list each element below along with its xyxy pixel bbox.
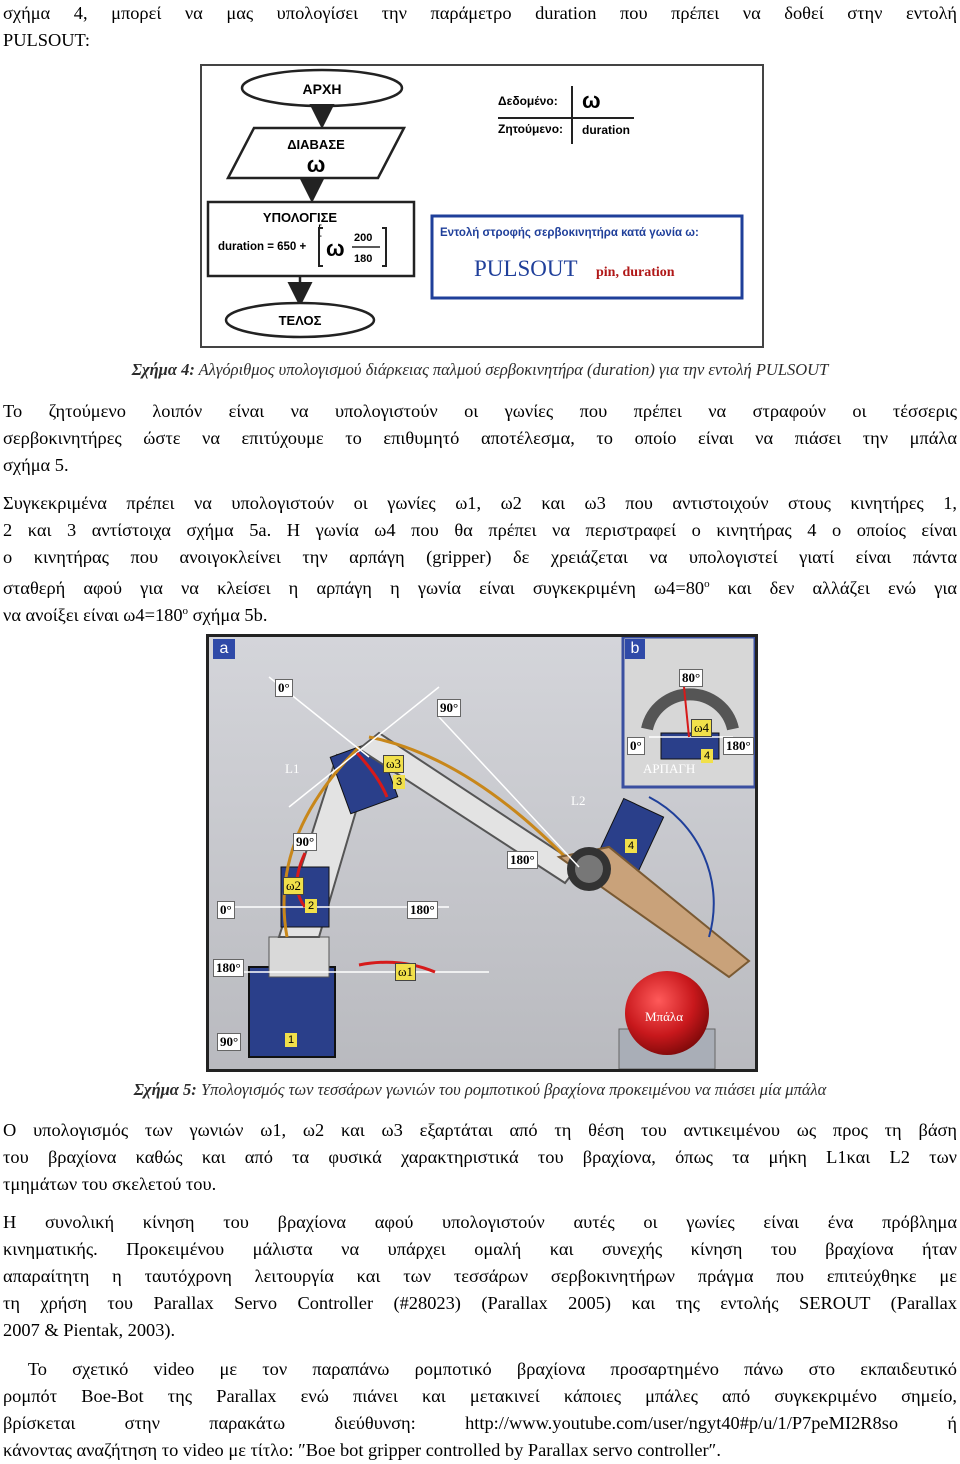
panel-b-label: b <box>625 639 645 659</box>
wanted-label: Ζητούμενο: <box>498 122 564 136</box>
wanted-value: duration <box>582 123 630 137</box>
paragraph-line: Η συνολική κίνηση του βραχίονα αφού υπολογιστούν αυτές οι γωνίες είναι ένα πρόβλημα <box>3 1212 957 1232</box>
given-value: ω <box>582 88 601 113</box>
L1-label: L1 <box>285 761 300 776</box>
formula-text: duration = 650 + <box>218 241 307 253</box>
omega-4-label: ω4 <box>691 719 712 737</box>
motor-1-number: 1 <box>285 1033 297 1047</box>
omega-1-label: ω1 <box>395 963 416 981</box>
angle-label: 90° <box>217 1033 241 1051</box>
formula-omega: ω <box>326 236 345 261</box>
angle-label: 0° <box>217 901 235 919</box>
angle-label: 0° <box>275 679 293 697</box>
read-variable: ω <box>306 152 326 177</box>
start-label: ΑΡΧΗ <box>302 81 342 97</box>
paragraph-line: Το ζητούμενο λοιπόν είναι να υπολογιστούν οι γωνίες που πρέπει να στραφούν οι τέσσερις <box>3 401 957 421</box>
angle-label: 90° <box>293 833 317 851</box>
angle-label: 180° <box>507 851 538 869</box>
motor-4-number: 4 <box>625 839 637 853</box>
figure-4-flowchart <box>200 64 764 348</box>
paragraph-line: σερβοκινητήρες ώστε να επιτύχουμε το επιθυμητό αποτέλεσμα, το οποίο είναι να πιάσει την μπάλα <box>3 428 957 448</box>
compute-label: ΥΠΟΛΟΓΙΣΕ <box>262 210 338 225</box>
paragraph-line: ο κινητήρας που ανοιγοκλείνει την αρπάγη (gripper) δε χρειάζεται να υπολογιστεί γιατί είναι πάντα <box>3 547 957 567</box>
omega-3-label: ω3 <box>383 755 404 773</box>
paragraph-line: Το σχετικό video με τον παραπάνω ρομποτικό βραχίονα προσαρτημένο πάνω στο εκπαιδευτικό <box>3 1359 957 1379</box>
ball-label: Μπάλα <box>645 1009 684 1024</box>
robot-arm-svg <box>209 637 755 1069</box>
paragraph-line: απαραίτητη η ταυτόχρονη λειτουργία και των τεσσάρων σερβοκινητήρων πράγμα που επιτεύχθηκε με <box>3 1266 957 1286</box>
paragraph-line: Ο υπολογισμός των γωνιών ω1, ω2 και ω3 εξαρτάται από τη θέση του αντικειμένου ως προς τη βάση <box>3 1120 957 1140</box>
paragraph-line: 2 και 3 αντίστοιχα σχήμα 5a. Η γωνία ω4 που θα πρέπει να περιστραφεί ο κινητήρας 4 ο οποίος είναι <box>3 520 957 540</box>
paragraph-line: βρίσκεται στην παρακάτω διεύθυνση: http://www.youtube.com/user/ngyt40#p/u/1/P7peMI2R8so ή <box>3 1413 957 1433</box>
text-run: σταθερή αφού για να κλείσει η αρπάγη η γωνία είναι συγκεκριμένη ω4=80 <box>3 578 705 599</box>
angle-label: 180° <box>407 901 438 919</box>
gripper-motor-number: 4 <box>701 749 713 763</box>
degree-superscript: o <box>182 605 189 617</box>
paragraph-line: τη χρήση του Parallax Servo Controller (#28023) (Parallax 2005) και της εντολής SEROUT (Parallax <box>3 1293 957 1313</box>
omega-2-label: ω2 <box>283 877 304 895</box>
caption-text: Αλγόριθμος υπολογισμού διάρκειας παλμού σερβοκινητήρα (duration) για την εντολή PULSOUT <box>194 360 829 379</box>
fraction-numerator: 200 <box>354 232 373 244</box>
paragraph-line <box>3 598 957 629</box>
paragraph-line: τμημάτων του σκελετού του. <box>3 1174 217 1194</box>
flowchart-svg <box>202 66 762 346</box>
figure-4-caption <box>0 360 960 380</box>
angle-label: 180° <box>213 959 244 977</box>
read-label: ΔΙΑΒΑΣΕ <box>287 137 345 152</box>
motor-2-number: 2 <box>305 899 317 913</box>
paragraph-line: του βραχίονα καθώς και από τα φυσικά χαρακτηριστικά του βραχίονα, όπως τα μήκη L1και L2 των <box>3 1147 957 1167</box>
text-run: σχήμα 5b. <box>188 605 268 626</box>
caption-text: Υπολογισμός των τεσσάρων γωνιών του ρομποτικού βραχίονα προκειμένου να πιάσει μία μπάλα <box>196 1080 827 1099</box>
pulsout-command-title: Εντολή στροφής σερβοκινητήρα κατά γωνία ω: <box>440 227 699 239</box>
caption-label: Σχήμα 5: <box>133 1080 197 1099</box>
panel-a-label: a <box>213 639 235 659</box>
given-label: Δεδομένο: <box>498 94 558 108</box>
angle-label: 180° <box>723 737 754 755</box>
fraction-denominator: 180 <box>354 253 373 265</box>
gripper-label: ΑΡΠΑΓΗ <box>643 761 696 776</box>
paragraph-line: Συγκεκριμένα πρέπει να υπολογιστούν οι γωνίες ω1, ω2 και ω3 που αντιστοιχούν στους κινητήρες 1, <box>3 493 957 513</box>
pulsout-args: pin, duration <box>596 265 675 280</box>
paragraph-line: κάνοντας αναζήτηση το video με τίτλο: ″Boe bot gripper controlled by Parallax servo controller″. <box>3 1440 721 1460</box>
bracket-open: [ <box>318 222 322 237</box>
figure-5-robot-arm <box>206 634 758 1072</box>
paragraph-line: σχήμα 5. <box>3 455 69 475</box>
L2-label: L2 <box>571 793 586 808</box>
motor-3-number: 3 <box>393 775 405 789</box>
paragraph-line: 2007 & Pientak, 2003). <box>3 1320 176 1340</box>
figure-5-caption <box>0 1080 960 1100</box>
pulsout-keyword: PULSOUT <box>474 256 578 281</box>
text-run: να ανοίξει είναι ω4=180 <box>3 605 183 626</box>
base-bracket <box>269 937 329 977</box>
degree-superscript: o <box>704 578 710 590</box>
end-label: ΤΕΛΟΣ <box>278 313 322 328</box>
intro-line: σχήμα 4, μπορεί να μας υπολογίσει την παράμετρο duration που πρέπει να δοθεί στην εντολή <box>3 3 957 23</box>
text-run: και δεν αλλάζει ενώ για <box>709 578 958 599</box>
paragraph-line: κινηματικής. Προκειμένου μάλιστα να υπάρχει ομαλή και συνεχής κίνηση του βραχίονα ήταν <box>3 1239 957 1259</box>
paragraph-line: ρομπότ Boe-Bot της Parallax ενώ πιάνει και μετακινεί κάποιες μπάλες από συγκεκριμένο σημείο, <box>3 1386 957 1406</box>
gear-hub <box>575 855 603 883</box>
angle-label: 80° <box>679 669 703 687</box>
angle-label: 0° <box>627 737 645 755</box>
servo-motor-2 <box>281 867 329 927</box>
caption-label: Σχήμα 4: <box>131 360 195 379</box>
angle-label: 90° <box>437 699 461 717</box>
intro-line: PULSOUT: <box>3 30 90 50</box>
